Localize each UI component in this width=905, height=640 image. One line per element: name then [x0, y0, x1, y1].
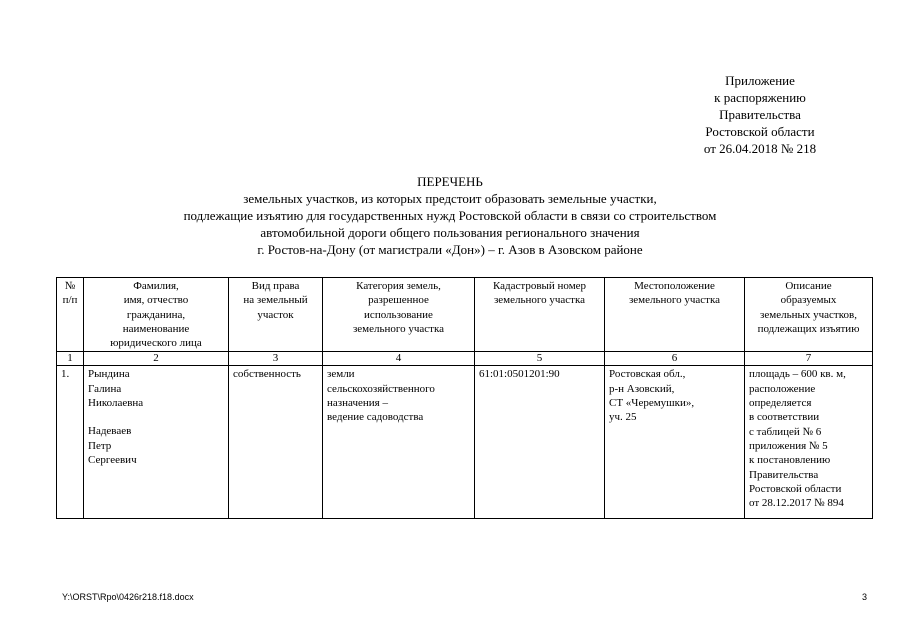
column-header-4 — [323, 278, 475, 352]
cell-text-line: 1. — [61, 368, 70, 381]
column-number-4: 4 — [323, 352, 475, 366]
header-text-line: Описание — [785, 280, 832, 292]
cell-text-line: определяется — [749, 397, 812, 410]
cell-text-line: р-н Азовский, — [609, 382, 675, 395]
table-cell-col-7 — [745, 366, 873, 519]
header-text-line: использование — [364, 308, 433, 321]
cell-text-line: расположение — [749, 382, 816, 395]
appendix-line: от 26.04.2018 № 218 — [703, 141, 817, 156]
cell-text-line: Николаевна — [88, 397, 144, 410]
header-text-line: земельных участков, — [760, 308, 857, 321]
column-header-2 — [84, 278, 229, 352]
page-number: 3 — [862, 592, 868, 602]
cell-text-line: Правительства — [749, 468, 819, 481]
cell-text-line: Ростовская обл., — [609, 368, 686, 381]
cell-text-line: к постановлению — [749, 454, 831, 467]
title-line: подлежащие изъятию для государственных нужд Ростовской области в связи со строительством — [183, 208, 717, 223]
column-number-6: 6 — [605, 352, 745, 366]
header-text-line: земельного участка — [493, 294, 586, 307]
column-header-3 — [229, 278, 323, 352]
column-header-6 — [605, 278, 745, 352]
document-title — [120, 173, 780, 258]
header-text-line: на земельный — [243, 294, 308, 307]
header-text-line: Местоположение — [634, 280, 715, 292]
title-line: автомобильной дороги общего пользования регионального значения — [260, 225, 640, 240]
column-number-1: 1 — [57, 352, 84, 366]
cell-text-line: Сергеевич — [88, 453, 137, 466]
file-path: Y:\ORST\Rpo\0426r218.f18.docx — [62, 592, 194, 602]
header-text-line: земельного участка — [628, 294, 721, 307]
header-text-line: образуемых — [780, 294, 837, 307]
column-number-7: 7 — [745, 352, 873, 366]
appendix-block — [660, 72, 860, 157]
cell-text-line: Петр — [88, 439, 112, 452]
cell-text-line: 61:01:0501201:90 — [479, 368, 560, 381]
appendix-line: Правительства — [719, 107, 801, 122]
header-text-line: земельного участка — [352, 322, 445, 335]
cell-text-line: Рындина — [88, 368, 130, 381]
column-header-7 — [745, 278, 873, 352]
cell-text-line: с таблицей № 6 — [749, 425, 822, 438]
cell-text-line: Ростовской области — [749, 482, 842, 495]
title-heading: ПЕРЕЧЕНЬ — [417, 174, 483, 189]
cell-text-line: назначения – — [327, 397, 388, 410]
appendix-line: к распоряжению — [714, 90, 806, 105]
cell-text-line: собственность — [233, 368, 301, 381]
header-text-line: № — [64, 280, 76, 292]
header-text-line: разрешенное — [368, 294, 429, 307]
table-cell-col-6 — [605, 366, 745, 519]
header-text-line: подлежащих изъятию — [757, 322, 860, 335]
header-text-line: имя, отчество — [123, 294, 189, 307]
column-header-1 — [57, 278, 84, 352]
cell-text-line: СТ «Черемушки», — [609, 397, 695, 410]
column-number-3: 3 — [229, 352, 323, 366]
header-text-line: наименование — [122, 322, 190, 335]
table-header-row — [57, 278, 873, 352]
header-text-line: Категория земель, — [356, 280, 441, 292]
table-row — [57, 366, 873, 519]
cell-text-line: ведение садоводства — [327, 411, 424, 424]
header-text-line: участок — [257, 308, 294, 321]
cell-text-line: площадь – 600 кв. м, — [749, 368, 846, 381]
header-text-line: Кадастровый номер — [492, 280, 587, 292]
header-text-line: п/п — [62, 294, 78, 307]
cell-text-line: сельскохозяйственного — [327, 382, 435, 395]
cell-text-line: Надеваев — [88, 425, 132, 438]
header-text-line: Фамилия, — [133, 280, 179, 292]
cell-text-line — [88, 410, 224, 424]
table-cell-col-2 — [84, 366, 229, 519]
table-cell-col-1 — [57, 366, 84, 519]
cell-text-line: в соответствии — [749, 411, 820, 424]
table-cell-col-3 — [229, 366, 323, 519]
column-number-5: 5 — [475, 352, 605, 366]
cell-text-line: уч. 25 — [609, 411, 637, 424]
cell-text-line: от 28.12.2017 № 894 — [749, 497, 844, 510]
appendix-line: Приложение — [725, 73, 795, 88]
table-cell-col-4 — [323, 366, 475, 519]
appendix-line: Ростовской области — [705, 124, 815, 139]
title-line: земельных участков, из которых предстоит образовать земельные участки, — [243, 191, 657, 206]
header-text-line: Вид права — [251, 280, 300, 292]
column-header-5 — [475, 278, 605, 352]
land-plots-table — [56, 277, 873, 519]
title-line: г. Ростов-на-Дону (от магистрали «Дон») – г. Азов в Азовском районе — [257, 242, 643, 257]
cell-text-line: земли — [327, 368, 355, 381]
table-cell-col-5 — [475, 366, 605, 519]
column-number-row — [57, 352, 873, 366]
header-text-line: юридического лица — [110, 337, 202, 350]
column-number-2: 2 — [84, 352, 229, 366]
cell-text-line: приложения № 5 — [749, 439, 828, 452]
header-text-line: гражданина, — [126, 308, 186, 321]
cell-text-line: Галина — [88, 382, 122, 395]
